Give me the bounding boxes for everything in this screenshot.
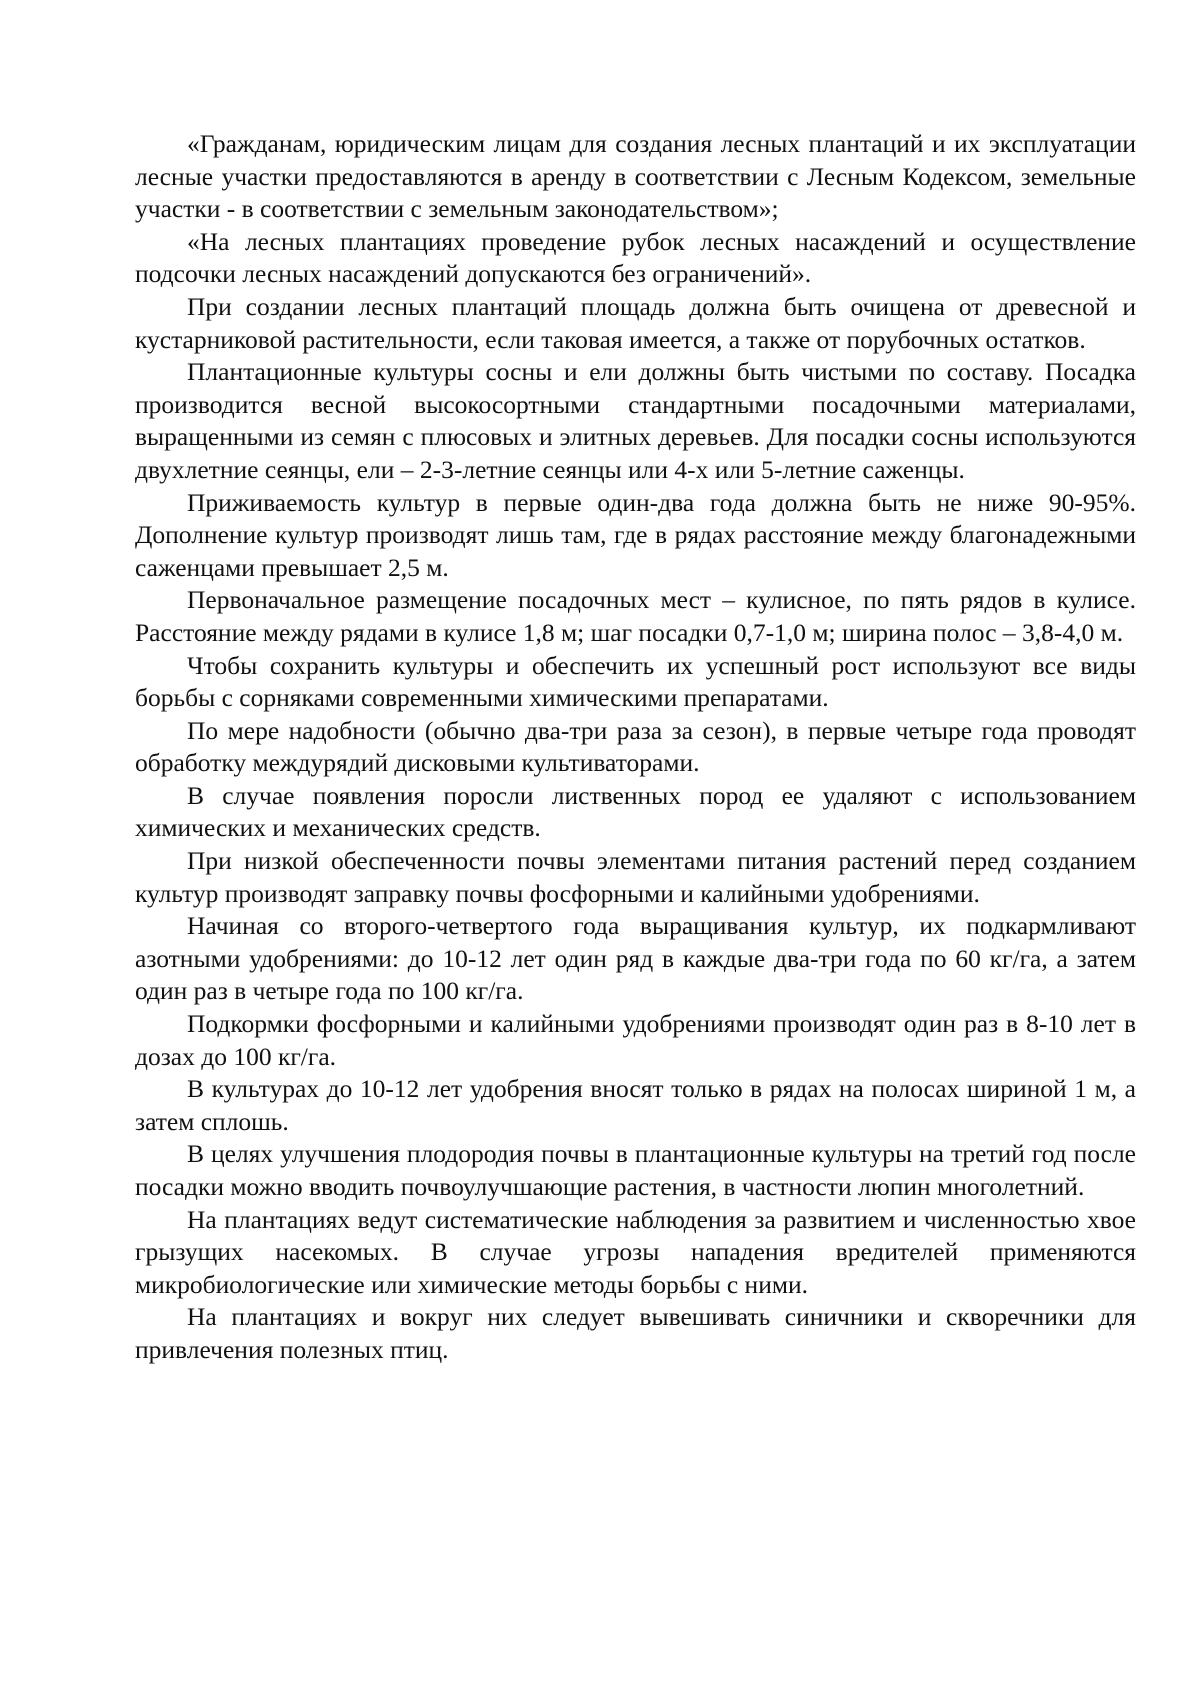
paragraph-fertilizer-strips: В культурах до 10-12 лет удобрения вносят только в рядах на полосах шириной 1 м, а затем сплошь.	[135, 1074, 1136, 1136]
paragraph-survival-rate: Приживаемость культур в первые один-два года должна быть не ниже 90-95%. Дополнение культур производят лишь там, где в рядах расстояние между благонадежными саженцами превышает 2,5 м.	[135, 487, 1136, 582]
paragraph-phosphorus-potassium: Подкормки фосфорными и калийными удобрениями производят один раз в 8-10 лет в дозах до 100 кг/га.	[135, 1009, 1136, 1071]
paragraph-placement: Первоначальное размещение посадочных мест – кулисное, по пять рядов в кулисе. Расстояние между рядами в кулисе 1,8 м; шаг посадки 0,7-1,0 м; ширина полос – 3,8-4,0 м.	[135, 585, 1136, 647]
paragraph-nitrogen-feeding: Начиная со второго-четвертого года выращивания культур, их подкармливают азотными удобрениями: до 10-12 лет один ряд в каждые два-три года по 60 кг/га, а затем один раз в четыре года по 100 кг/га.	[135, 911, 1136, 1006]
paragraph-deciduous-removal: В случае появления поросли лиственных пород ее удаляют с использованием химических и механических средств.	[135, 780, 1136, 843]
paragraph-weed-control: Чтобы сохранить культуры и обеспечить их успешный рост используют все виды борьбы с сорняками современными химическими препаратами.	[135, 650, 1136, 713]
paragraph-cultivation: По мере надобности (обычно два-три раза за сезон), в первые четыре года проводят обработку междурядий дисковыми культиваторами.	[135, 715, 1136, 778]
paragraph-soil-fertilizing: При низкой обеспеченности почвы элементами питания растений перед созданием культур производят заправку почвы фосфорными и калийными удобрениями.	[135, 846, 1136, 908]
paragraph-bird-houses: На плантациях и вокруг них следует вывешивать синичники и скворечники для привлечения полезных птиц.	[135, 1302, 1136, 1364]
paragraph-lease-quote: «Гражданам, юридическим лицам для создания лесных плантаций и их эксплуатации лесные участки предоставляются в аренду в соответствии с Лесным Кодексом, земельные участки - в соответствии с земельным законодательством»;	[135, 129, 1136, 224]
paragraph-soil-improvement: В целях улучшения плодородия почвы в плантационные культуры на третий год после посадки можно вводить почвоулучшающие растения, в частности люпин многолетний.	[135, 1139, 1136, 1201]
paragraph-planting-material: Плантационные культуры сосны и ели должны быть чистыми по составу. Посадка производится весной высокосортными стандартными посадочными материалами, выращенными из семян с плюсовых и элитных деревьев. Для посадки сосны используются двухлетние сеянцы, ели – 2-3-летние сеянцы или 4-х или 5-летние саженцы.	[135, 357, 1136, 484]
paragraph-pest-monitoring: На плантациях ведут систематические наблюдения за развитием и численностью хвое грызущих насекомых. В случае угрозы нападения вредителей применяются микробиологические или химические методы борьбы с ними.	[135, 1204, 1136, 1299]
paragraph-felling-quote: «На лесных плантациях проведение рубок лесных насаждений и осуществление подсочки лесных насаждений допускаются без ограничений».	[135, 226, 1136, 289]
paragraph-site-clearing: При создании лесных плантаций площадь должна быть очищена от древесной и кустарниковой растительности, если таковая имеется, а также от порубочных остатков.	[135, 291, 1136, 354]
document-body	[135, 128, 1136, 1367]
